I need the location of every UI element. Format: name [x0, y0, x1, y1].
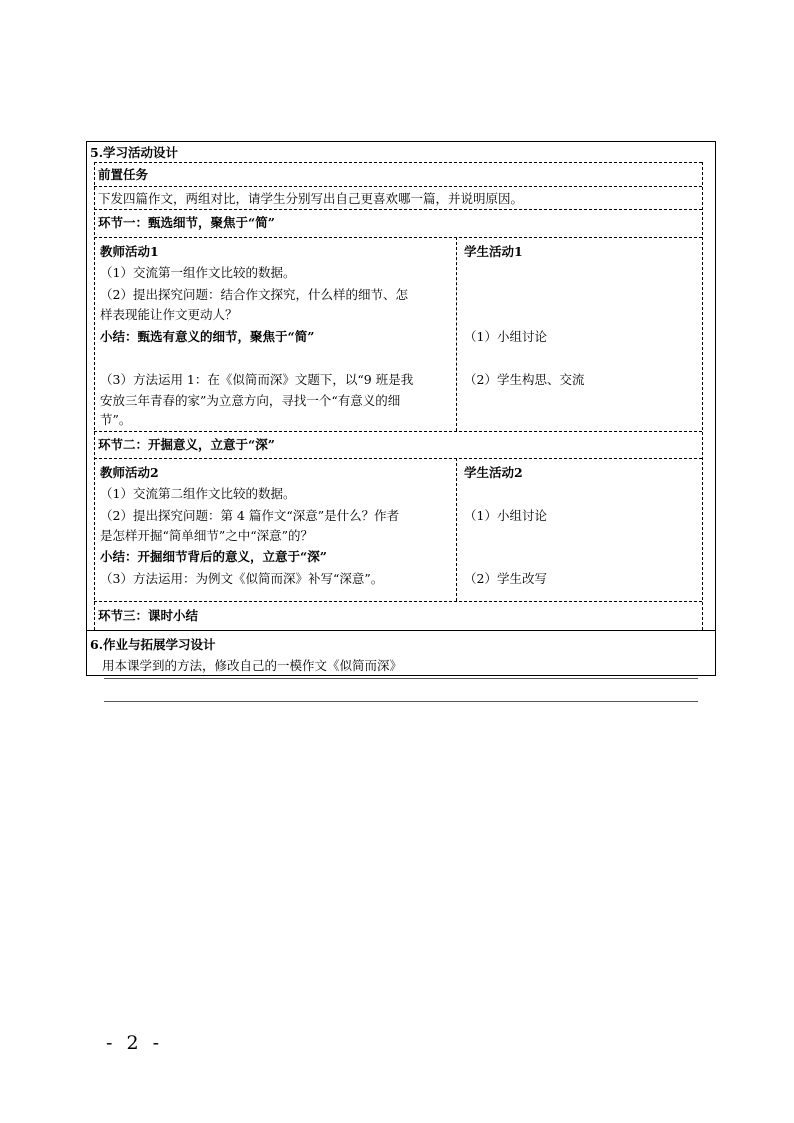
- column-divider: [456, 458, 457, 601]
- teacher-activity1-summary: 小结：甄选有意义的细节，聚焦于“简”: [100, 329, 315, 344]
- rule: [94, 601, 702, 602]
- rule: [94, 209, 702, 210]
- inner-right-border: [702, 162, 703, 630]
- ruled-line: [104, 678, 698, 679]
- teacher-activity1-item2b: 样表现能让作文更动人？: [100, 307, 238, 322]
- student-activity1-title: 学生活动1: [464, 244, 523, 259]
- teacher-activity1-item1: （1）交流第一组作文比较的数据。: [100, 265, 296, 280]
- rule: [94, 237, 702, 238]
- section6-text: 用本课学到的方法，修改自己的一模作文《似简而深》: [102, 658, 403, 673]
- rule: [94, 458, 702, 459]
- student-activity2-item2: （2）学生改写: [464, 571, 547, 586]
- teacher-activity1-item3b: 安放三年青春的家”为立意方向，寻找一个“有意义的细: [100, 393, 401, 408]
- ruled-line: [104, 701, 698, 702]
- student-activity1-item1: （1）小组讨论: [464, 329, 547, 344]
- teacher-activity2-item3: （3）方法运用：为例文《似简而深》补写“深意”。: [100, 571, 384, 586]
- student-activity1-item2: （2）学生构思、交流: [464, 372, 585, 387]
- pre-task-title: 前置任务: [98, 167, 149, 182]
- section-divider: [86, 630, 716, 631]
- student-activity2-title: 学生活动2: [464, 465, 523, 480]
- stage3-title: 环节三：课时小结: [98, 608, 199, 623]
- stage1-title: 环节一：甄选细节，聚焦于“简”: [98, 215, 275, 230]
- teacher-activity2-item2b: 是怎样开掘“简单细节”之中“深意”的？: [100, 528, 314, 543]
- column-divider: [456, 237, 457, 431]
- inner-left-border: [94, 162, 95, 630]
- teacher-activity1-title: 教师活动1: [100, 244, 159, 259]
- teacher-activity2-item1: （1）交流第二组作文比较的数据。: [100, 486, 296, 501]
- section5-title: 5.学习活动设计: [90, 145, 179, 160]
- teacher-activity2-summary: 小结：开掘细节背后的意义，立意于“深”: [100, 549, 327, 564]
- stage2-title: 环节二：开掘意义，立意于“深”: [98, 437, 275, 452]
- teacher-activity1-item3c: 节”。: [100, 412, 132, 427]
- student-activity2-item1: （1）小组讨论: [464, 508, 547, 523]
- section6-title: 6.作业与拓展学习设计: [90, 637, 216, 652]
- teacher-activity2-item2a: （2）提出探究问题：第 4 篇作文“深意”是什么？作者: [100, 508, 400, 523]
- rule: [94, 431, 702, 432]
- page-number: - 2 -: [106, 1032, 164, 1054]
- teacher-activity1-item2a: （2）提出探究问题：结合作文探究，什么样的细节、怎: [100, 287, 408, 302]
- teacher-activity2-title: 教师活动2: [100, 465, 159, 480]
- teacher-activity1-item3a: （3）方法运用 1：在《似简而深》文题下，以“9 班是我: [100, 372, 414, 387]
- rule-top: [94, 162, 702, 163]
- rule: [94, 186, 702, 187]
- pre-task-text: 下发四篇作文，两组对比，请学生分别写出自己更喜欢哪一篇，并说明原因。: [98, 191, 524, 206]
